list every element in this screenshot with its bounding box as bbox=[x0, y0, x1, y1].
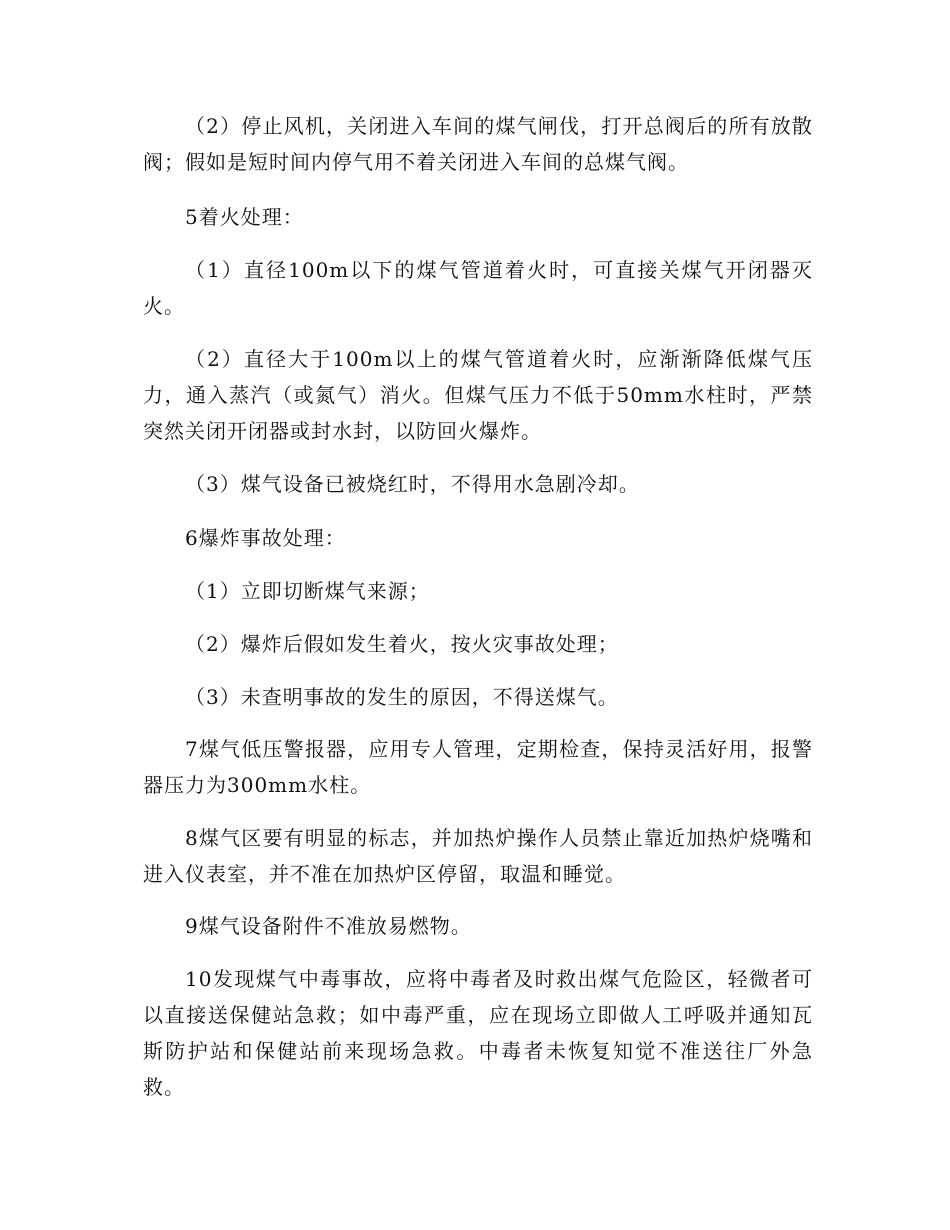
paragraph-item-7: 7煤气低压警报器，应用专人管理，定期检查，保持灵活好用，报警器压力为300mm水柱。 bbox=[143, 737, 813, 797]
paragraph-item-9: 9煤气设备附件不准放易燃物。 bbox=[185, 914, 472, 938]
heading-explosion-handling: 6爆炸事故处理： bbox=[185, 526, 346, 550]
paragraph-fire-step-1: （1）直径100m以下的煤气管道着火时，可直接关煤气开闭器灭火。 bbox=[143, 258, 813, 318]
paragraph-fire-step-3: （3）煤气设备已被烧红时，不得用水急剧冷却。 bbox=[185, 472, 640, 496]
paragraph-explosion-step-2: （2）爆炸后假如发生着火，按火灾事故处理； bbox=[185, 632, 619, 656]
paragraph-item-10: 10发现煤气中毒事故，应将中毒者及时救出煤气危险区，轻微者可以直接送保健站急救；如中毒严重，应在现场立即做人工呼吸并通知瓦斯防护站和保健站前来现场急救。中毒者未恢复知觉不准送往厂外急救。 bbox=[143, 967, 813, 1099]
paragraph-explosion-step-1: （1）立即切断煤气来源； bbox=[185, 579, 430, 603]
heading-fire-handling: 5着火处理： bbox=[185, 205, 304, 229]
paragraph-item-8: 8煤气区要有明显的标志，并加热炉操作人员禁止靠近加热炉烧嘴和进入仪表室，并不准在加热炉区停留，取温和睡觉。 bbox=[143, 826, 813, 886]
paragraph-explosion-step-3: （3）未查明事故的发生的原因，不得送煤气。 bbox=[185, 685, 619, 709]
paragraph-shutdown-step-2: （2）停止风机，关闭进入车间的煤气闸伐，打开总阀后的所有放散阀；假如是短时间内停气用不着关闭进入车间的总煤气阀。 bbox=[143, 114, 813, 174]
paragraph-fire-step-2: （2）直径大于100m以上的煤气管道着火时，应渐渐降低煤气压力，通入蒸汽（或氮气）消火。但煤气压力不低于50mm水柱时，严禁突然关闭开闭器或封水封，以防回火爆炸。 bbox=[143, 347, 813, 443]
